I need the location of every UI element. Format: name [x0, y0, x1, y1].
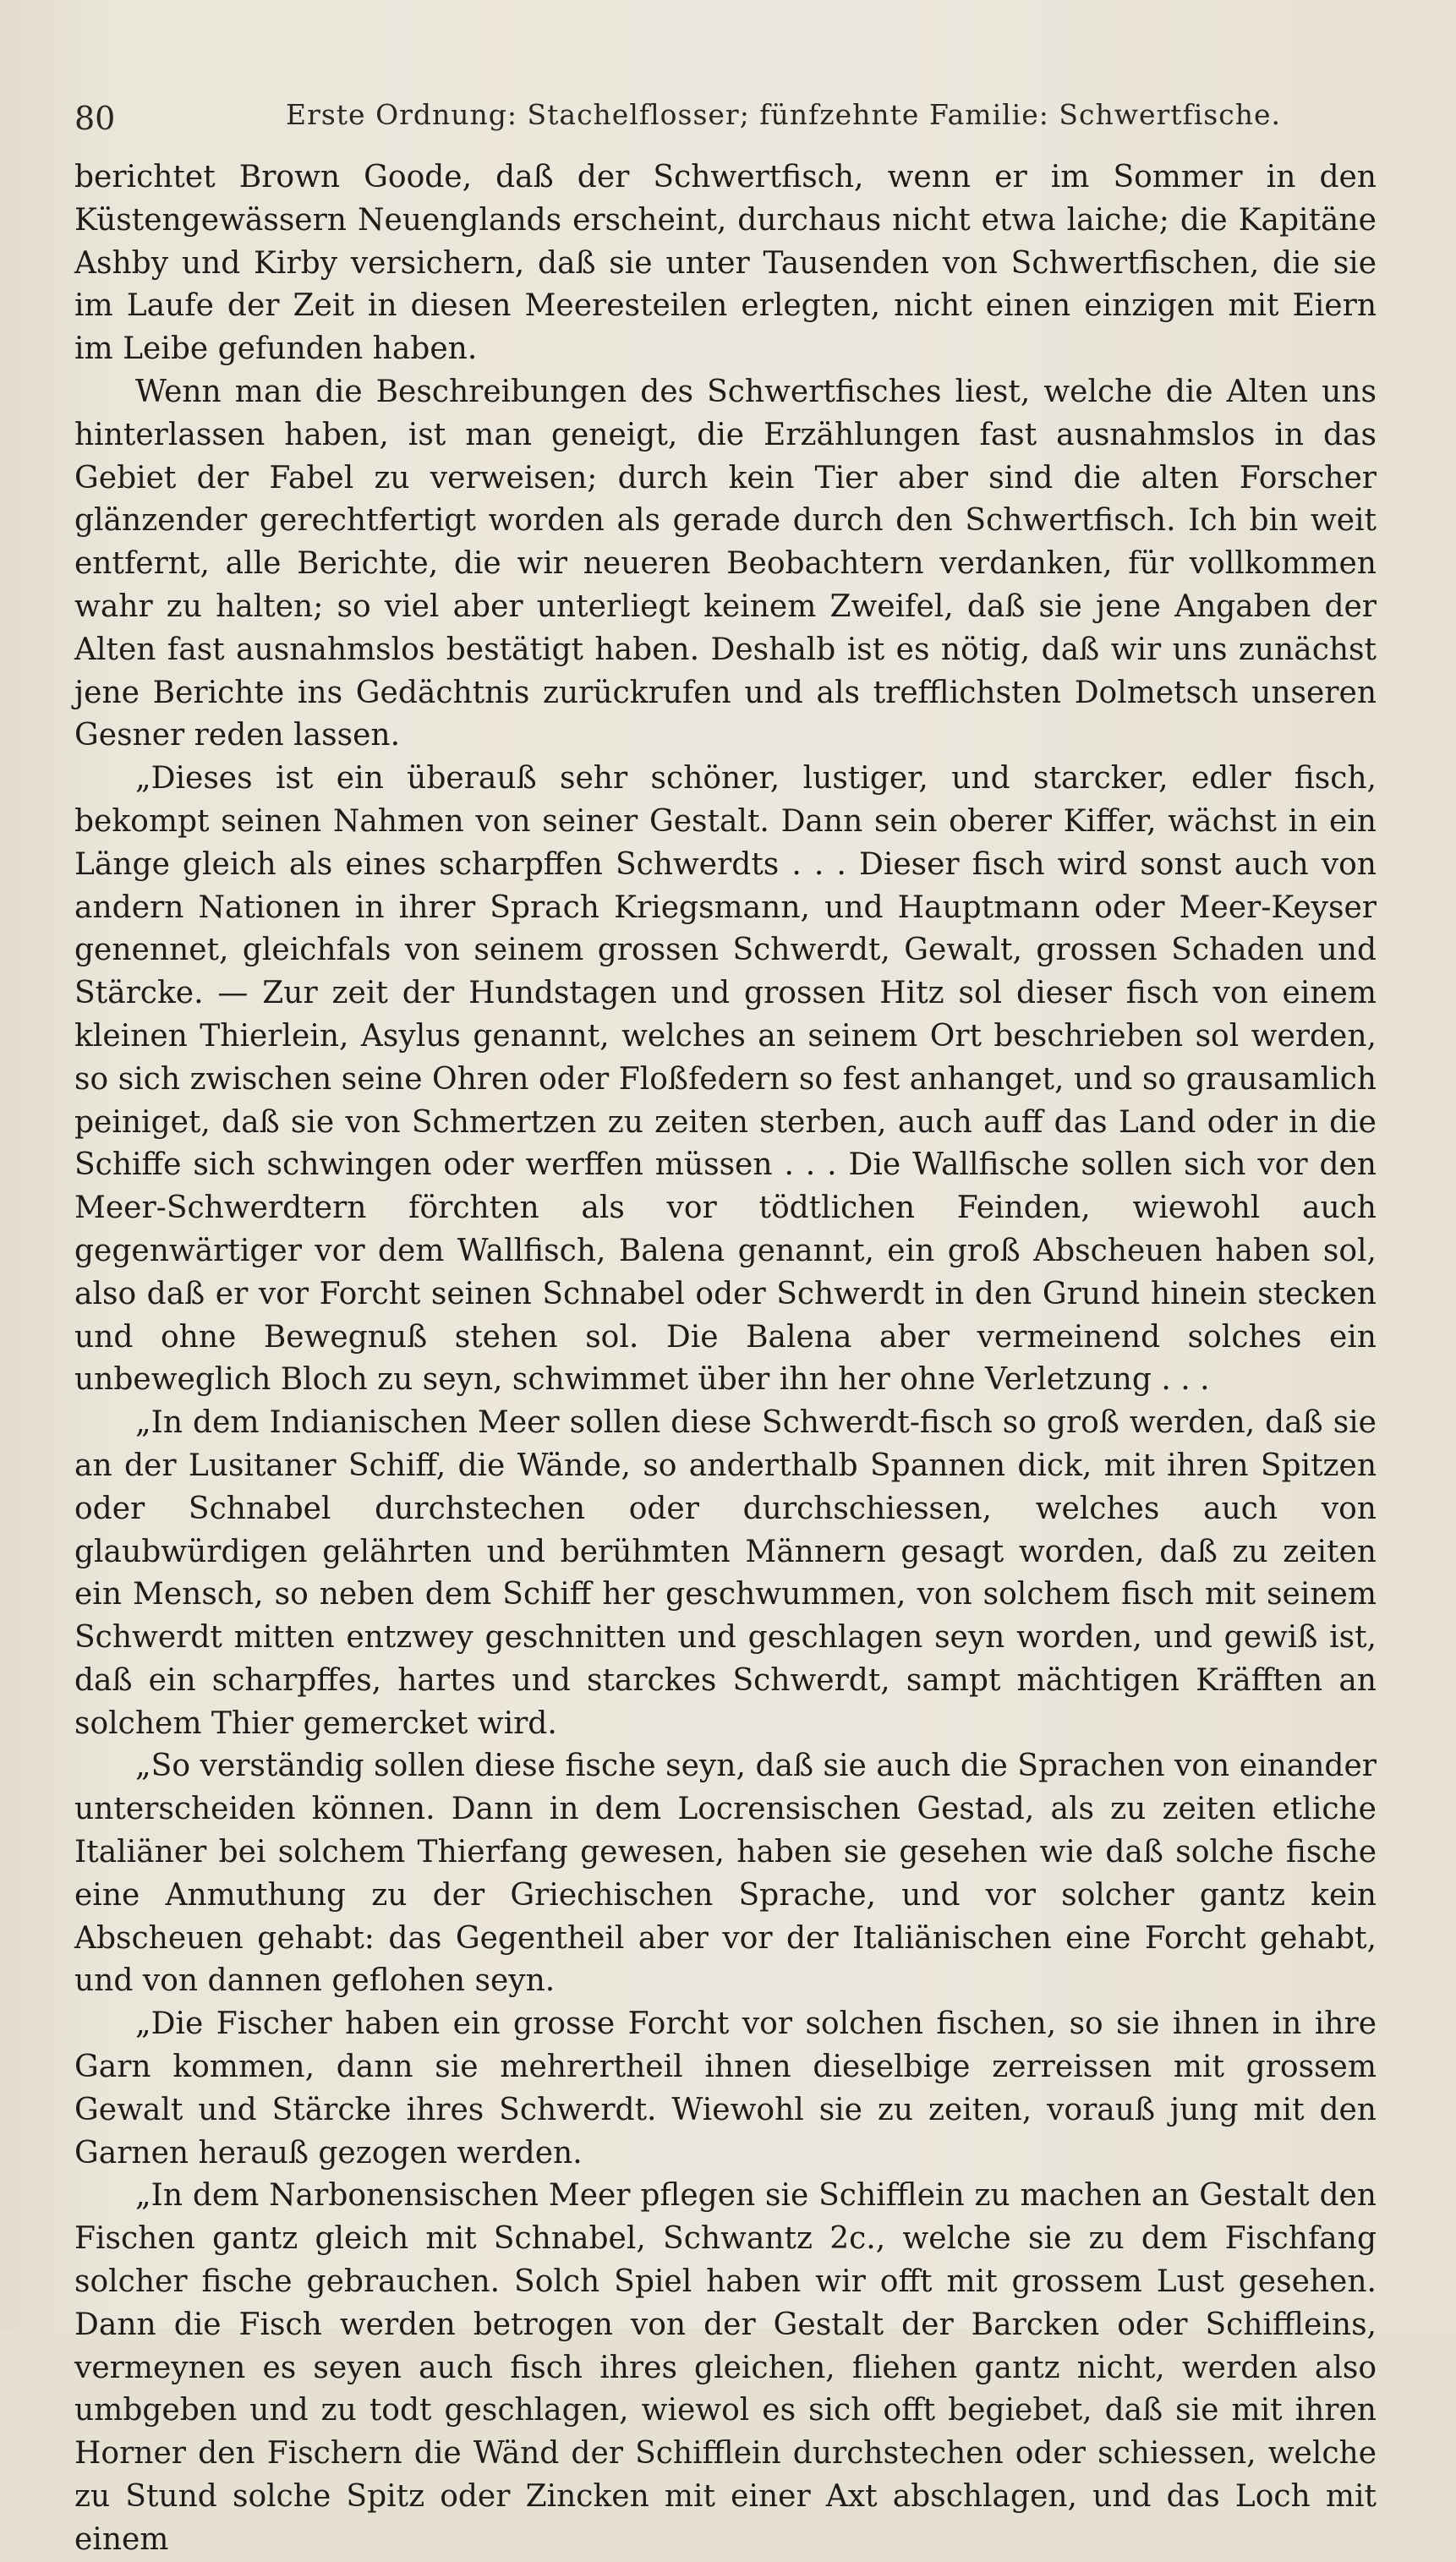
paragraph: berichtet Brown Goode, daß der Schwertfisch, wenn er im Sommer in den Küstengewässern Neuenglands erscheint, durchaus nicht etwa laiche; die Kapitäne Ashby und Kirby versichern, daß sie unter Tausenden von Schwertfischen, die sie im Laufe der Zeit in diesen Meeresteilen erlegten, nicht einen einzigen mit Eiern im Leibe gefunden haben. — [74, 160, 1377, 367]
page-header — [74, 95, 1393, 145]
page-number: 80 — [74, 100, 116, 137]
body-text — [74, 156, 1377, 2562]
paragraph: Wenn man die Beschreibungen des Schwertfisches liest, welche die Alten uns hinterlassen haben, ist man geneigt, die Erzählungen fast ausnahmslos in das Gebiet der Fabel zu verweisen; durch kein Tier aber sind die alten Forscher glänzender gerechtfertigt worden als gerade durch den Schwertfisch. Ich bin weit entfernt, alle Berichte, die wir neueren Beobachtern verdanken, für vollkommen wahr zu halten; so viel aber unterliegt keinem Zweifel, daß sie jene Angaben der Alten fast ausnahmslos bestätigt haben. Deshalb ist es nötig, daß wir uns zunächst jene Berichte ins Gedächtnis zurückrufen und als trefflichsten Dolmetsch unseren Gesner reden lassen. — [74, 374, 1377, 753]
running-head: Erste Ordnung: Stachelflosser; fünfzehnte Familie: Schwertfische. — [286, 98, 1281, 131]
paragraph: „In dem Narbonensischen Meer pflegen sie Schifflein zu machen an Gestalt den Fischen gantz gleich mit Schnabel, Schwantz 2c., welche sie zu dem Fischfang solcher fische gebrauchen. Solch Spiel haben wir offt mit grossem Lust gesehen. Dann die Fisch werden betrogen von der Gestalt der Barcken oder Schiffleins, vermeynen es seyen auch fisch ihres gleichen, fliehen gantz nicht, werden also umbgeben und zu todt geschlagen, wiewol es sich offt begiebet, daß sie mit ihren Horner den Fischern die Wänd der Schifflein durchstechen oder schiessen, welche zu Stund solche Spitz oder Zincken mit einer Axt abschlagen, und das Loch mit einem — [74, 2178, 1377, 2557]
paragraph: „Die Fischer haben ein grosse Forcht vor solchen fischen, so sie ihnen in ihre Garn kommen, dann sie mehrertheil ihnen dieselbige zerreissen mit grossem Gewalt und Stärcke ihres Schwerdt. Wiewohl sie zu zeiten, vorauß jung mit den Garnen herauß gezogen werden. — [74, 2006, 1377, 2171]
paragraph: „So verständig sollen diese fische seyn, daß sie auch die Sprachen von einander unterscheiden können. Dann in dem Locrensischen Gestad, als zu zeiten etliche Italiäner bei solchem Thierfang gewesen, haben sie gesehen wie daß solche fische eine Anmuthung zu der Griechischen Sprache, und vor solcher gantz kein Abscheuen gehabt: das Gegentheil aber vor der Italiänischen eine Forcht gehabt, und von dannen geflohen seyn. — [74, 1749, 1377, 1999]
paragraph: „In dem Indianischen Meer sollen diese Schwerdt-fisch so groß werden, daß sie an der Lusitaner Schiff, die Wände, so anderthalb Spannen dick, mit ihren Spitzen oder Schnabel durchstechen oder durchschiessen, welches auch von glaubwürdigen gelährten und berühmten Männern gesagt worden, daß zu zeiten ein Mensch, so neben dem Schiff her geschwummen, von solchem fisch mit seinem Schwerdt mitten entzwey geschnitten und geschlagen seyn worden, und gewiß ist, daß ein scharpffes, hartes und starckes Schwerdt, sampt mächtigen Kräfften an solchem Thier gemercket wird. — [74, 1405, 1377, 1741]
paragraph: „Dieses ist ein überauß sehr schöner, lustiger, und starcker, edler fisch, bekompt seinen Nahmen von seiner Gestalt. Dann sein oberer Kiffer, wächst in ein Länge gleich als eines scharpffen Schwerdts . . . Dieser fisch wird sonst auch von andern Nationen in ihrer Sprach Kriegsmann, und Hauptmann oder Meer-Keyser genennet, gleichfals von seinem grossen Schwerdt, Gewalt, grossen Schaden und Stärcke. — Zur zeit der Hundstagen und grossen Hitz sol dieser fisch von einem kleinen Thierlein, Asylus genannt, welches an seinem Ort beschrieben sol werden, so sich zwischen seine Ohren oder Floßfedern so fest anhanget, und so grausamlich peiniget, daß sie von Schmertzen zu zeiten sterben, auch auff das Land oder in die Schiffe sich schwingen oder werffen müssen . . . Die Wallfische sollen sich vor den Meer-Schwerdtern förchten als vor tödtlichen Feinden, wiewohl auch gegenwärtiger vor dem Wallfisch, Balena genannt, ein groß Abscheuen haben sol, also daß er vor Forcht seinen Schnabel oder Schwerdt in den Grund hinein stecken und ohne Bewegnuß stehen sol. Die Balena aber vermeinend solches ein unbeweglich Bloch zu seyn, schwimmet über ihn her ohne Verletzung . . . — [74, 761, 1377, 1398]
